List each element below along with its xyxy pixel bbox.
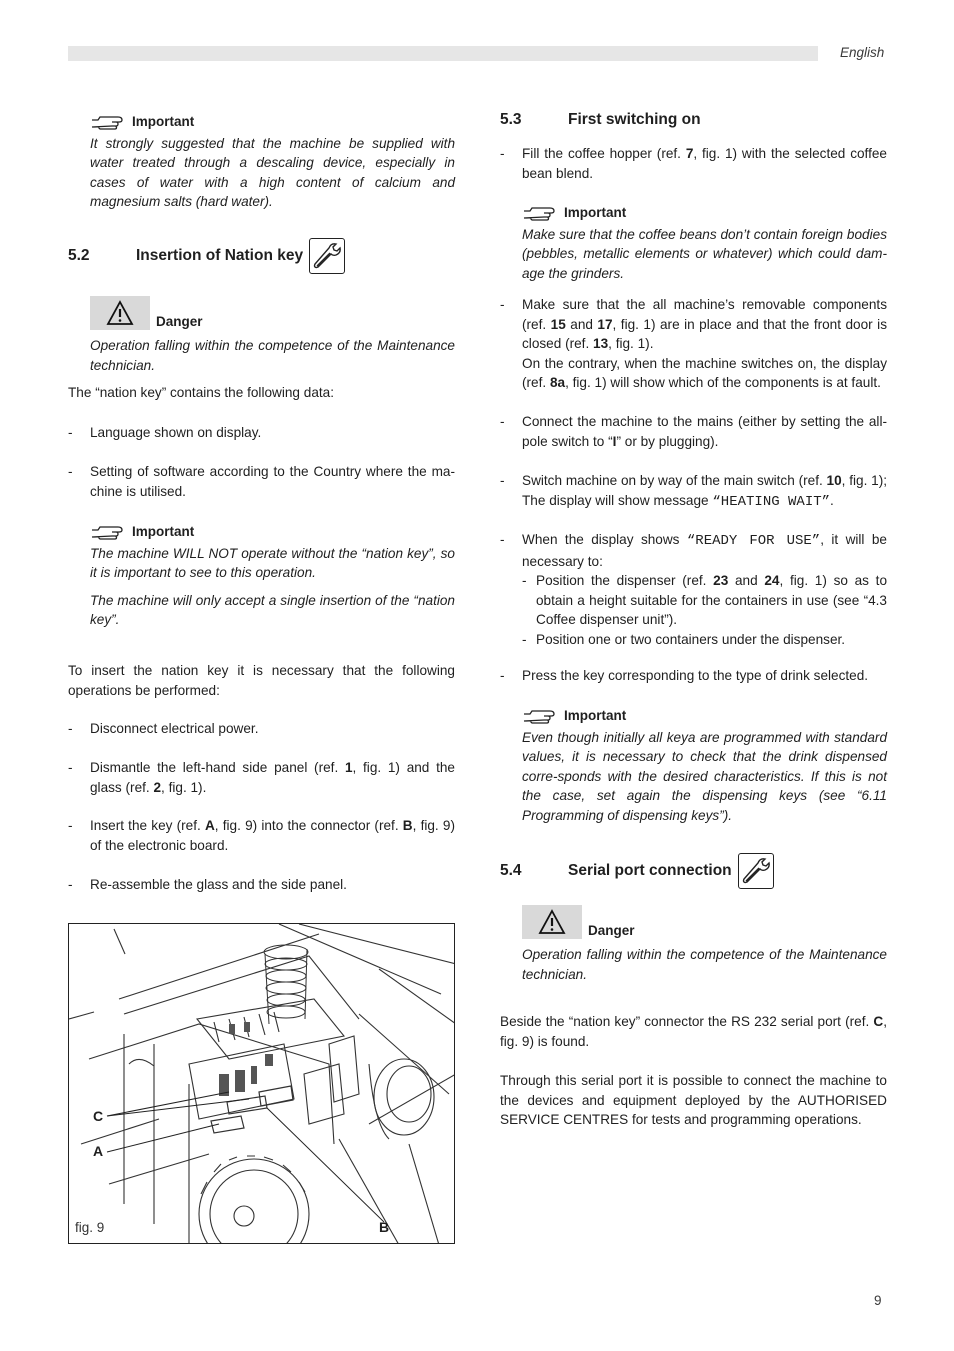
important-title: Important (90, 112, 455, 132)
important-title: Important (132, 524, 195, 539)
pointing-hand-icon (522, 708, 558, 724)
serial-port-paragraph: Beside the “nation key” connector the RS 232 serial port (ref. C, fig. 9) is found. (500, 1014, 887, 1049)
important-text: Make sure that the coffee beans don’t contain foreign bodies (pebbles, metallic elements or whatever) which could dam-age the grinders. (522, 226, 887, 281)
list-item: - Connect the machine to the mains (either by setting the all-pole switch to “I” or by plugging). (500, 414, 887, 449)
list-item: - When the display shows “READY FOR USE”, it will be necessary to: - Position the dispenser (ref. 23 and 24, fig. 1) so as to obtain a height suitable for the containers in use (see “4.3 Coffee dispenser unit”). - Position one or two containers under the dispenser. (500, 530, 887, 650)
section-title: Serial port connection (568, 862, 732, 880)
important-text: The machine WILL NOT operate without the “nation key”, so it is important to see to this operation. (90, 545, 455, 581)
pointing-hand-icon (522, 205, 558, 221)
section-heading-5-4 (500, 853, 890, 889)
important-note-nation-key (90, 522, 455, 630)
pointing-hand-icon (90, 114, 126, 130)
important-text: The machine will only accept a single insertion of the “nation key”. (90, 592, 455, 628)
danger-notice-5-2 (90, 296, 455, 375)
warning-triangle-icon (522, 905, 582, 939)
danger-title: Danger (588, 923, 635, 938)
important-note-beans (522, 203, 887, 283)
list-item: - Setting of software according to the Country where the ma-chine is utilised. (68, 464, 455, 499)
section-number: 5.2 (68, 247, 90, 265)
section-heading-5-2 (68, 238, 458, 274)
danger-title: Danger (156, 314, 203, 329)
display-message: “READY FOR USE” (686, 533, 821, 549)
important-title: Important (564, 708, 627, 723)
list-item: - Re-assemble the glass and the side panel. (68, 877, 347, 892)
figure-label-c: C (93, 1108, 104, 1124)
sub-list-item: - Position one or two containers under the dispenser. (522, 631, 846, 647)
wrench-icon (309, 238, 345, 274)
list-item: - Disconnect electrical power. (68, 721, 259, 736)
sub-list-item: - Position the dispenser (ref. 23 and 24, fig. 1) so as to obtain a height suitable for the containers in use (see “4.3 Coffee dispenser unit”). (522, 573, 888, 628)
list-item: - Fill the coffee hopper (ref. 7, fig. 1) with the selected coffee bean blend. (500, 146, 887, 181)
serial-port-paragraph: Through this serial port it is possible to connect the machine to the devices and equipment deployed by the AUTHORISED SERVICE CENTRES for tests and programming operations. (500, 1073, 887, 1128)
important-title: Important (564, 205, 627, 220)
section-title: Insertion of Nation key (136, 247, 304, 265)
header-bar (68, 46, 818, 61)
figure-label-a: A (93, 1143, 104, 1159)
section-title: First switching on (568, 111, 701, 128)
list-item: - Make sure that the all machine’s removable components (ref. 15 and 17, fig. 1) are in place and that the front door is closed (ref. 13, fig. 1). On the contrary, when the machine switches on, the display (ref. 8a, fig. 1) will show which of the components is at fault. (500, 297, 888, 391)
important-text: Even though initially all keya are programmed with standard values, it is necessary to check that the drink dispensed corre-sponds with the desired characteristics. If this is not the case, set again the dispensing keys (see “6.11 Programming of dispensing keys”). (522, 729, 887, 823)
figure-caption: fig. 9 (75, 1220, 105, 1235)
header-language: English (840, 45, 885, 60)
figure-9-illustration (68, 923, 455, 1244)
machine-board-drawing (69, 924, 455, 1244)
section-number: 5.3 (500, 111, 522, 128)
danger-text: Operation falling within the competence of the Maintenance technician. (522, 947, 887, 982)
list-item: - Dismantle the left-hand side panel (ref. 1, fig. 1) and the glass (ref. 2, fig. 1). (68, 760, 455, 795)
danger-text: Operation falling within the competence of the Maintenance technician. (90, 338, 455, 373)
list-item: - Switch machine on by way of the main switch (ref. 10, fig. 1); The display will show message “HEATING WAIT”. (500, 473, 887, 510)
figure-label-b: B (379, 1219, 390, 1235)
wrench-icon (738, 853, 774, 889)
warning-triangle-icon (90, 296, 150, 330)
list-item: - Insert the key (ref. A, fig. 9) into the connector (ref. B, fig. 9) of the electronic board. (68, 818, 455, 853)
nation-key-intro: The “nation key” contains the following data: (68, 385, 334, 400)
pointing-hand-icon (90, 524, 126, 540)
important-text: It strongly suggested that the machine be supplied with water treated through a descaling device, especially in cases of water with a high content of calcium and magnesium salts (hard water). (90, 135, 455, 210)
list-item: - Press the key corresponding to the type of drink selected. (500, 668, 869, 683)
important-note-water (90, 112, 455, 212)
important-note-dispensing (522, 706, 887, 826)
danger-notice-5-4 (522, 905, 887, 984)
section-number: 5.4 (500, 862, 522, 880)
page-number: 9 (874, 1293, 882, 1308)
section-heading-5-3 (500, 110, 890, 130)
display-message: “HEATING WAIT” (712, 493, 831, 510)
list-item: - Language shown on display. (68, 425, 262, 440)
operations-intro: To insert the nation key it is necessary that the following operations be performed: (68, 663, 455, 698)
